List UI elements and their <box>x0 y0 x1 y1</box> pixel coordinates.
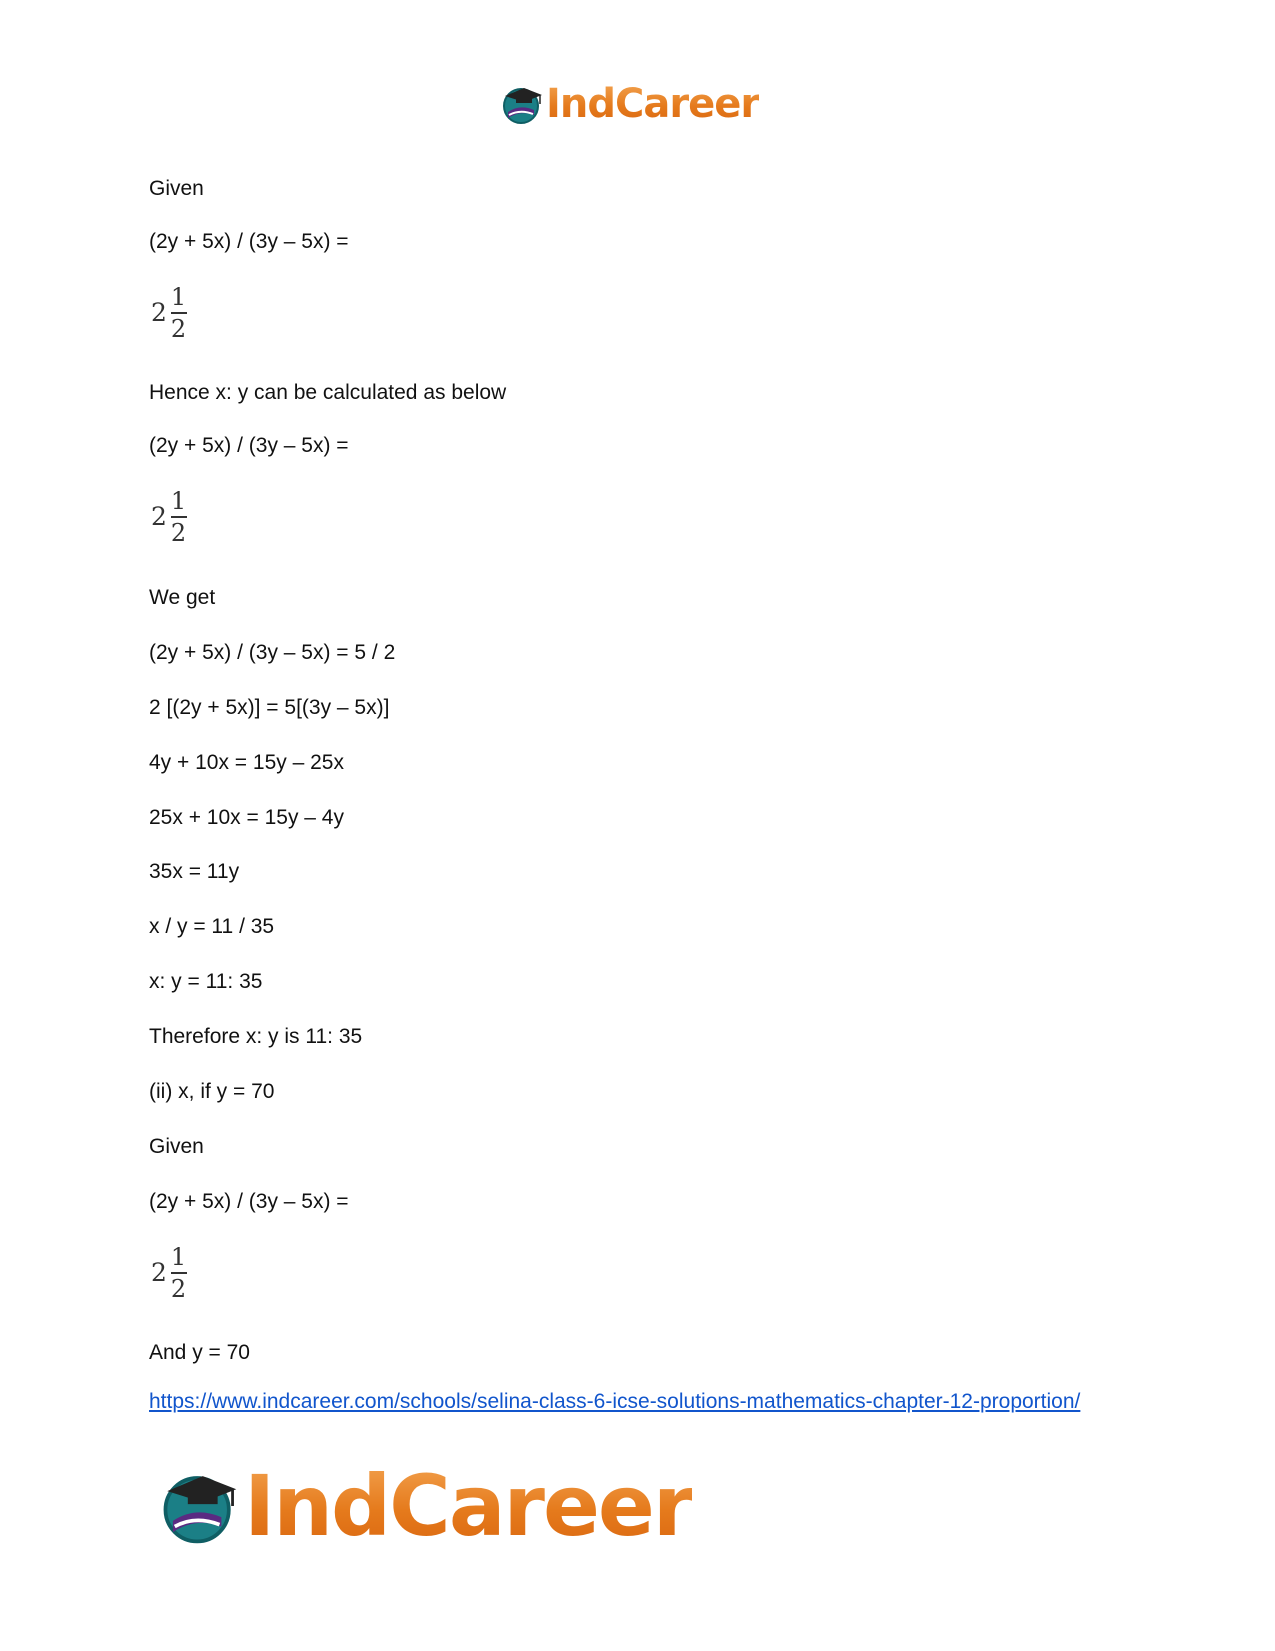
equation-line: 35x = 11y <box>149 860 240 883</box>
footer-logo-text: IndCareer <box>244 1457 693 1555</box>
globe-cap-icon <box>158 1465 240 1547</box>
text-line: Given <box>149 177 204 200</box>
source-link[interactable]: https://www.indcareer.com/schools/selina-class-6-icse-solutions-mathematics-chapter-12-proportion/ <box>149 1390 1081 1413</box>
fraction <box>169 284 188 342</box>
equation-line: 2 [(2y + 5x)] = 5[(3y – 5x)] <box>149 696 390 719</box>
fraction-bar <box>171 1272 187 1274</box>
fraction-whole: 2 <box>151 1258 167 1288</box>
fraction-whole: 2 <box>151 298 167 328</box>
globe-cap-icon <box>500 82 544 126</box>
text-line: Given <box>149 1135 204 1158</box>
header-logo <box>500 76 759 132</box>
text-line: And y = 70 <box>149 1341 250 1364</box>
equation-line: 4y + 10x = 15y – 25x <box>149 751 344 774</box>
footer-logo <box>158 1456 692 1556</box>
text-line: Therefore x: y is 11: 35 <box>149 1025 363 1048</box>
equation-line: x / y = 11 / 35 <box>149 915 275 938</box>
equation-line: (2y + 5x) / (3y – 5x) = <box>149 434 349 457</box>
fraction-numerator: 1 <box>170 1243 187 1271</box>
mixed-fraction <box>151 1244 188 1302</box>
equation-line: (2y + 5x) / (3y – 5x) = <box>149 230 349 253</box>
header-logo-text: IndCareer <box>546 81 760 127</box>
equation-line: (2y + 5x) / (3y – 5x) = 5 / 2 <box>149 641 396 664</box>
mixed-fraction <box>151 488 188 546</box>
equation-line: (2y + 5x) / (3y – 5x) = <box>149 1190 349 1213</box>
fraction-whole: 2 <box>151 502 167 532</box>
fraction-denominator: 2 <box>170 314 187 343</box>
text-line: (ii) x, if y = 70 <box>149 1080 275 1103</box>
fraction-numerator: 1 <box>170 487 187 515</box>
text-line: We get <box>149 586 216 609</box>
fraction <box>169 1244 188 1302</box>
fraction-bar <box>171 516 187 518</box>
text-line: Hence x: y can be calculated as below <box>149 381 507 404</box>
equation-line: 25x + 10x = 15y – 4y <box>149 806 344 829</box>
fraction-denominator: 2 <box>170 1274 187 1303</box>
fraction-bar <box>171 312 187 314</box>
equation-line: x: y = 11: 35 <box>149 970 263 993</box>
fraction-numerator: 1 <box>170 283 187 311</box>
fraction <box>169 488 188 546</box>
mixed-fraction <box>151 284 188 342</box>
fraction-denominator: 2 <box>170 518 187 547</box>
